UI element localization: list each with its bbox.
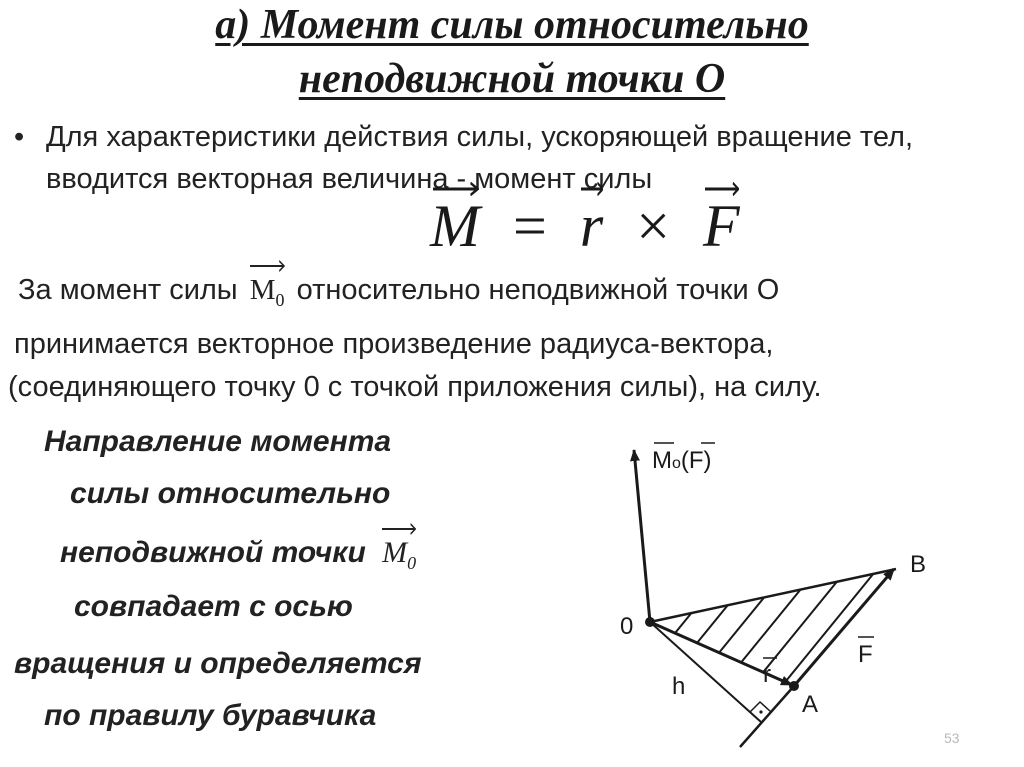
formula-m: M — [430, 193, 482, 259]
moment-formula — [430, 193, 742, 259]
force-label: F — [858, 641, 873, 668]
formula-r-vector — [579, 193, 606, 259]
point-o-label: 0 — [620, 613, 634, 640]
page-title-line-2: неподвижной точки О — [298, 56, 726, 102]
bullet-marker: • — [14, 121, 25, 153]
page-number: 53 — [944, 730, 960, 746]
m0-vector-italic — [382, 535, 416, 581]
bullet-text: Для характеристики действия силы, ускоряющей вращение тел, вводится векторная величина - момент силы — [46, 121, 914, 195]
point-a-dot — [789, 681, 799, 691]
vector-arrow-icon — [705, 182, 739, 196]
m0-base: M — [249, 274, 276, 306]
direction-line-4: совпадает с осью — [74, 590, 353, 623]
formula-equals: = — [512, 193, 549, 259]
direction-text: неподвижной точки — [60, 536, 366, 569]
definition-line-1 — [18, 272, 779, 318]
m0-vector — [250, 272, 285, 318]
definition-line-2: принимается векторное произведение радиуса-вектора, — [14, 328, 774, 360]
hatch-pattern — [600, 492, 1000, 752]
formula-times: × — [636, 193, 673, 259]
point-b-label: B — [910, 551, 927, 578]
point-a-label: A — [802, 691, 819, 718]
m0i-base: M — [382, 536, 408, 569]
vector-arrow-icon — [382, 523, 416, 535]
direction-line-6: по правилу буравчика — [44, 699, 377, 732]
direction-line-3 — [60, 535, 416, 581]
vector-arrow-icon — [250, 260, 285, 272]
radius-label: r — [763, 661, 771, 688]
vector-arrow-icon — [433, 182, 479, 196]
formula-f: F — [703, 193, 742, 259]
lever-arm-h — [650, 622, 761, 722]
side-ob — [650, 569, 896, 622]
definition-line-3: (соединяющего точку 0 с точкой приложения силы), на силу. — [8, 371, 822, 403]
definition-text-a: За момент силы — [18, 274, 238, 306]
m0-sub: 0 — [275, 289, 285, 310]
page-title-line-1: а) Момент силы относительно — [215, 2, 809, 48]
definition-text-b: относительно неподвижной точки О — [296, 274, 780, 306]
vector-arrow-icon — [581, 182, 603, 196]
line-of-action — [740, 686, 794, 747]
moment-vector-line — [634, 450, 650, 622]
moment-diagram — [600, 432, 1000, 752]
formula-f-vector — [703, 193, 742, 259]
m0i-sub: 0 — [407, 553, 417, 573]
formula-m-vector — [430, 193, 482, 259]
h-label: h — [672, 673, 686, 700]
point-o-dot — [645, 617, 655, 627]
direction-line-1: Направление момента — [44, 425, 392, 458]
direction-line-2: силы относительно — [70, 477, 391, 510]
moment-label: Mo(F) — [652, 447, 712, 474]
formula-r: r — [579, 193, 606, 259]
direction-line-5: вращения и определяется — [14, 647, 422, 680]
